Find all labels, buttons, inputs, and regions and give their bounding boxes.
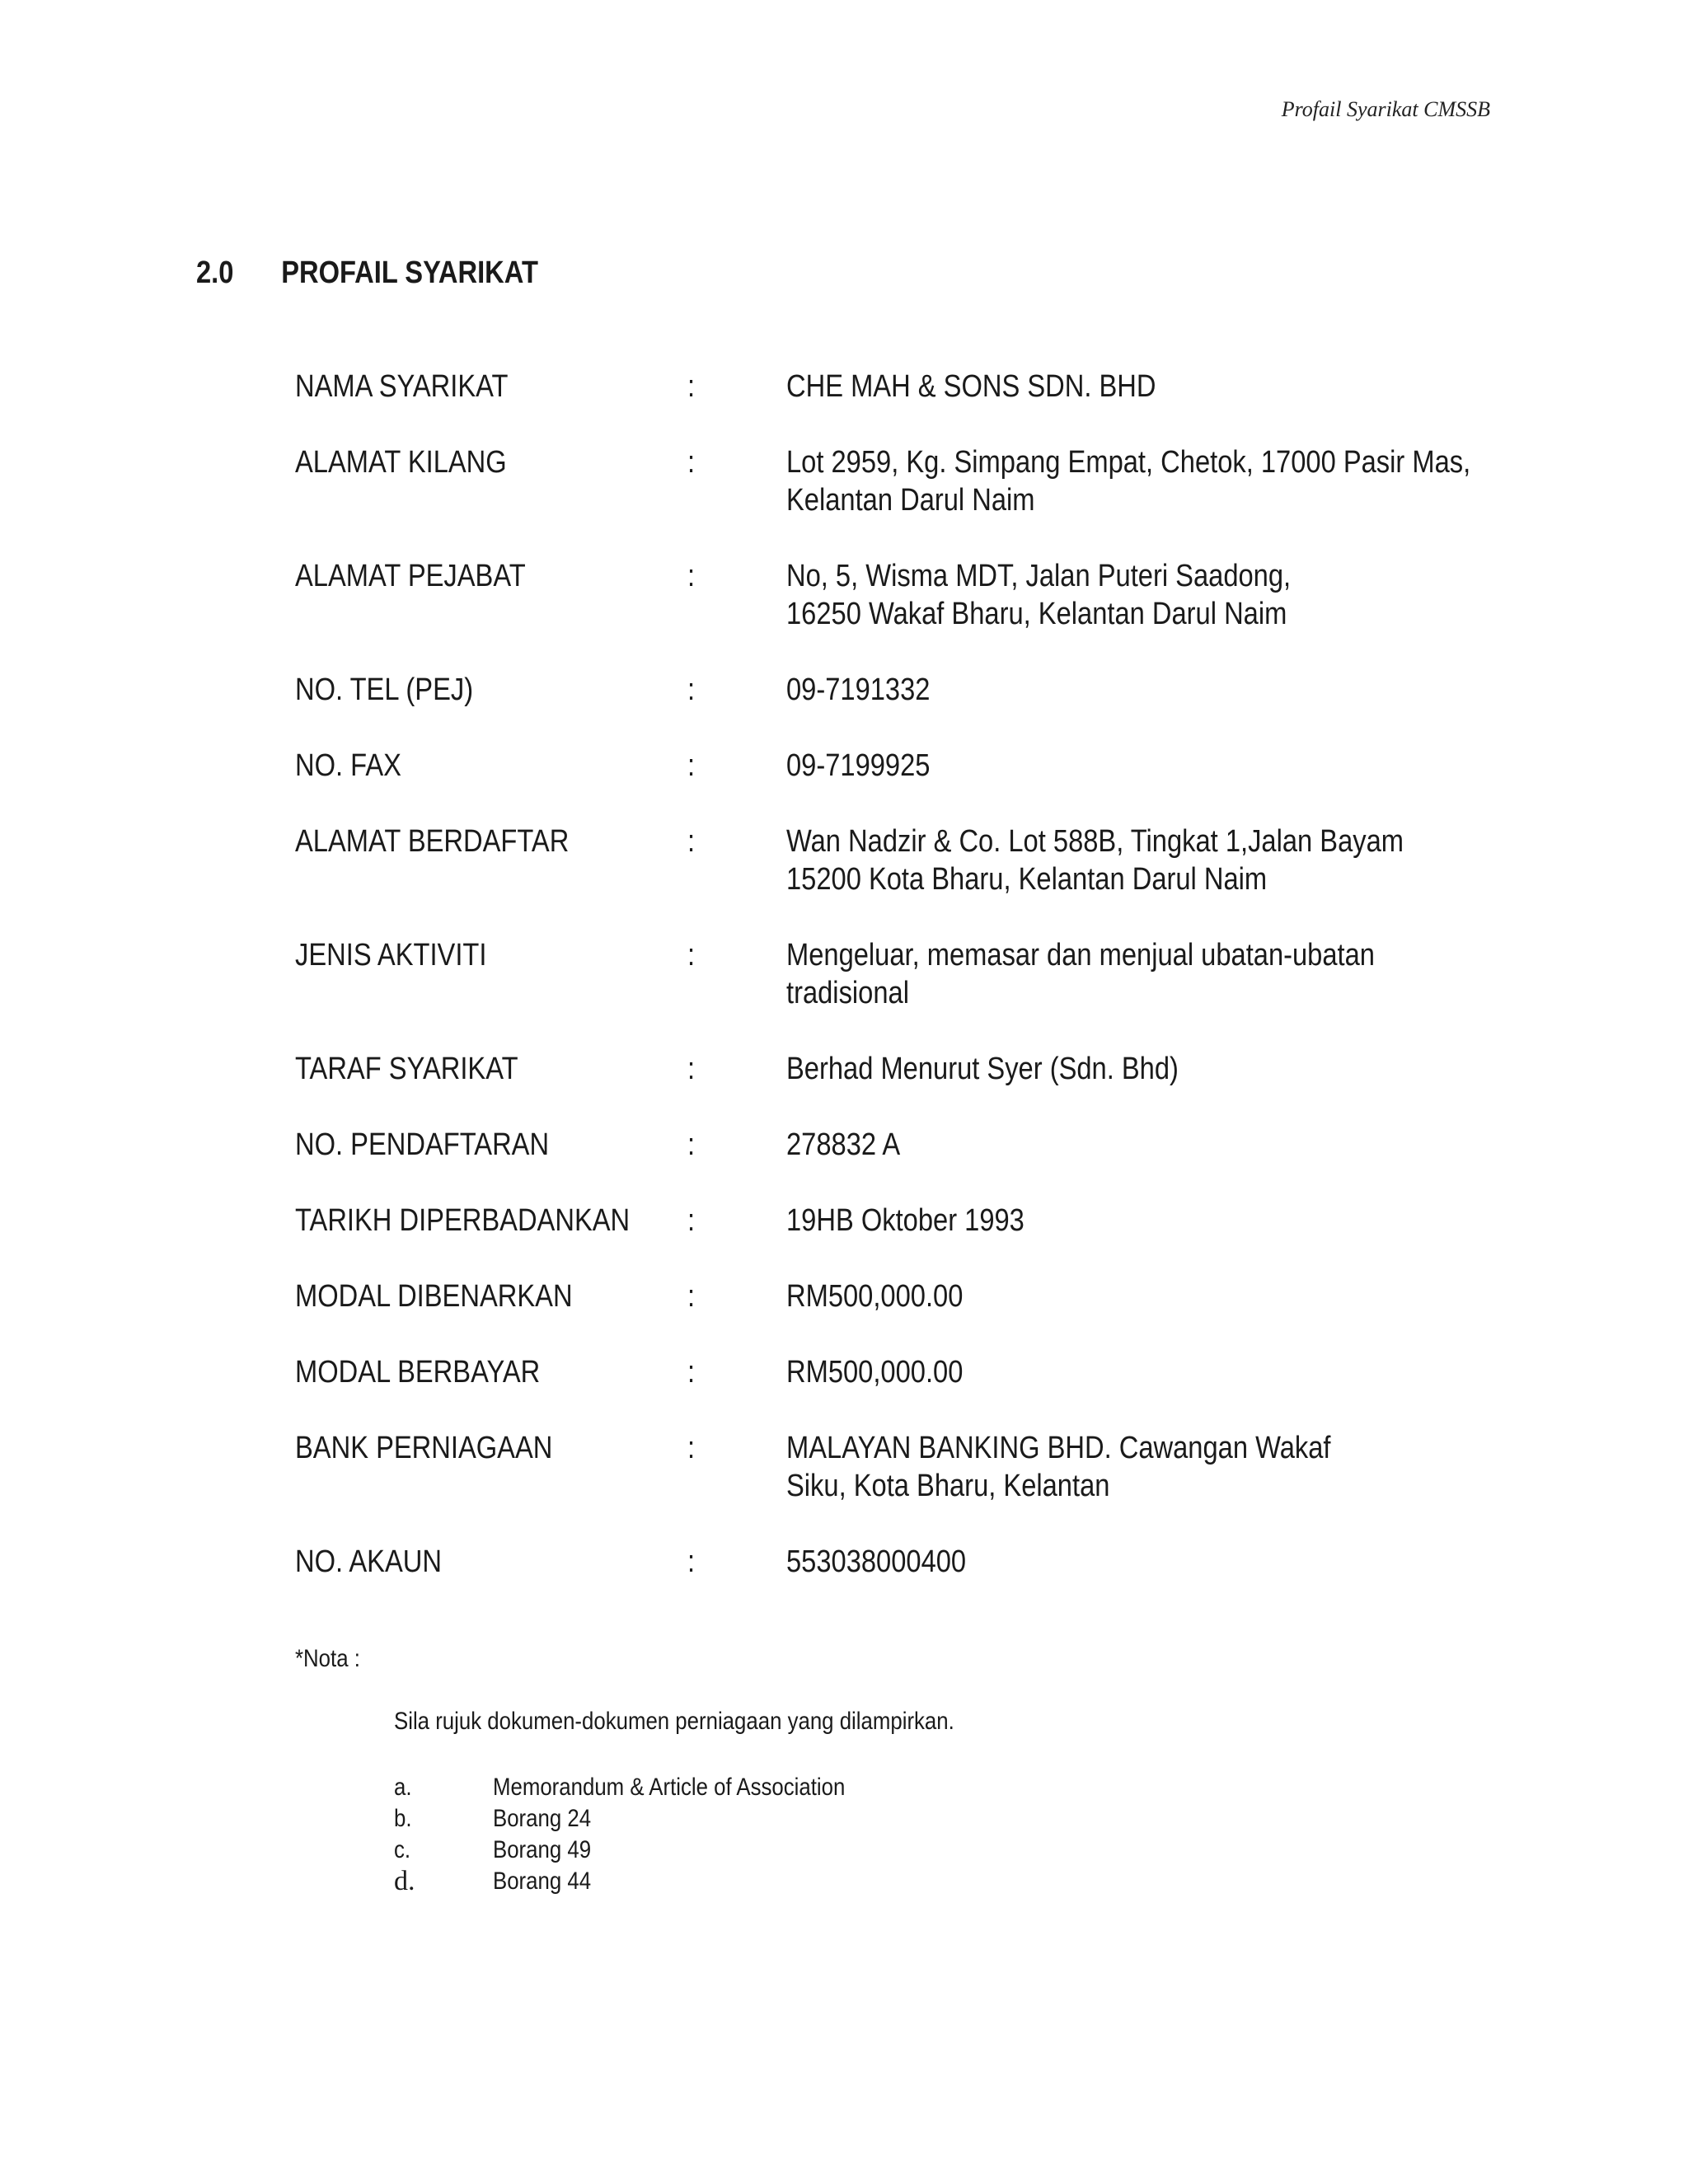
profile-colon: :	[687, 1052, 696, 1086]
profile-row	[295, 823, 1515, 898]
profile-value	[786, 557, 1515, 633]
profile-row	[295, 1353, 1515, 1391]
profile-colon: :	[687, 938, 696, 972]
profile-value-line: RM500,000.00	[786, 1279, 964, 1314]
profile-label: NO. AKAUN	[295, 1544, 442, 1579]
profile-row	[295, 368, 1515, 405]
profile-row	[295, 1277, 1515, 1315]
profile-value	[786, 1429, 1515, 1505]
profile-label: MODAL DIBENARKAN	[295, 1279, 573, 1314]
profile-value-line: tradisional	[786, 976, 909, 1010]
profile-row	[295, 1429, 1515, 1505]
document-name: Memorandum & Article of Association	[493, 1774, 846, 1801]
profile-label: NAMA SYARIKAT	[295, 369, 509, 404]
profile-row	[295, 1126, 1515, 1164]
note-text: Sila rujuk dokumen-dokumen perniagaan yang dilampirkan.	[394, 1708, 954, 1735]
profile-colon: :	[687, 445, 696, 480]
profile-value-line: Lot 2959, Kg. Simpang Empat, Chetok, 17000 Pasir Mas,	[786, 445, 1471, 480]
profile-label: NO. FAX	[295, 748, 401, 783]
document-list-item	[394, 1772, 903, 1803]
profile-value-line: 09-7199925	[786, 748, 931, 783]
profile-colon: :	[687, 1279, 696, 1314]
profile-value-line: 09-7191332	[786, 673, 931, 707]
document-marker: d.	[394, 1866, 415, 1896]
profile-value-line: 19HB Oktober 1993	[786, 1203, 1025, 1238]
profile-value	[786, 1202, 1515, 1240]
profile-label: NO. TEL (PEJ)	[295, 673, 474, 707]
profile-value-line: 553038000400	[786, 1544, 967, 1579]
profile-row	[295, 443, 1515, 519]
profile-colon: :	[687, 1355, 696, 1390]
profile-row	[295, 1543, 1515, 1581]
company-profile-table	[295, 368, 1515, 1619]
profile-value-line: Mengeluar, memasar dan menjual ubatan-ubatan	[786, 938, 1375, 972]
profile-colon: :	[687, 824, 696, 859]
profile-value	[786, 1543, 1515, 1581]
document-marker: c.	[394, 1836, 411, 1863]
document-marker: b.	[394, 1805, 412, 1832]
profile-value-line: 16250 Wakaf Bharu, Kelantan Darul Naim	[786, 597, 1287, 631]
profile-value-line: Wan Nadzir & Co. Lot 588B, Tingkat 1,Jalan Bayam	[786, 824, 1404, 859]
document-list-item	[394, 1803, 903, 1835]
profile-colon: :	[687, 1127, 696, 1162]
profile-colon: :	[687, 559, 696, 593]
profile-label: ALAMAT PEJABAT	[295, 559, 526, 593]
profile-value	[786, 443, 1582, 519]
document-name: Borang 49	[493, 1836, 592, 1863]
profile-label: ALAMAT BERDAFTAR	[295, 824, 570, 859]
profile-colon: :	[687, 748, 696, 783]
profile-value-line: CHE MAH & SONS SDN. BHD	[786, 369, 1156, 404]
profile-colon: :	[687, 673, 696, 707]
document-list-item	[394, 1835, 903, 1866]
profile-colon: :	[687, 369, 696, 404]
profile-value	[786, 747, 1515, 785]
profile-label: JENIS AKTIVITI	[295, 938, 487, 972]
profile-label: TARIKH DIPERBADANKAN	[295, 1203, 631, 1238]
document-name: Borang 44	[493, 1868, 592, 1895]
profile-colon: :	[687, 1431, 696, 1465]
section-heading	[196, 255, 538, 291]
profile-label: TARAF SYARIKAT	[295, 1052, 518, 1086]
document-list-item	[394, 1866, 903, 1897]
profile-value-line: Berhad Menurut Syer (Sdn. Bhd)	[786, 1052, 1179, 1086]
profile-value	[786, 1050, 1515, 1088]
running-header: Profail Syarikat CMSSB	[1281, 97, 1490, 121]
profile-value-line: 278832 A	[786, 1127, 901, 1162]
profile-value-line: Siku, Kota Bharu, Kelantan	[786, 1469, 1110, 1503]
profile-label: NO. PENDAFTARAN	[295, 1127, 550, 1162]
document-marker: a.	[394, 1774, 412, 1801]
profile-value	[786, 1353, 1515, 1391]
profile-label: ALAMAT KILANG	[295, 445, 507, 480]
profile-row	[295, 1202, 1515, 1240]
profile-value-line: No, 5, Wisma MDT, Jalan Puteri Saadong,	[786, 559, 1292, 593]
profile-row	[295, 747, 1515, 785]
profile-value	[786, 1126, 1515, 1164]
profile-value	[786, 936, 1515, 1012]
note-label: *Nota :	[295, 1645, 360, 1672]
profile-value	[786, 823, 1515, 898]
profile-value	[786, 1277, 1515, 1315]
section-title: PROFAIL SYARIKAT	[281, 255, 538, 290]
document-list	[394, 1772, 903, 1897]
profile-value	[786, 671, 1515, 709]
profile-value-line: Kelantan Darul Naim	[786, 483, 1035, 518]
profile-value-line: RM500,000.00	[786, 1355, 964, 1390]
profile-colon: :	[687, 1203, 696, 1238]
document-name: Borang 24	[493, 1805, 592, 1832]
profile-row	[295, 936, 1515, 1012]
profile-value-line: MALAYAN BANKING BHD. Cawangan Wakaf	[786, 1431, 1331, 1465]
profile-value-line: 15200 Kota Bharu, Kelantan Darul Naim	[786, 862, 1268, 897]
profile-colon: :	[687, 1544, 696, 1579]
profile-row	[295, 1050, 1515, 1088]
profile-label: BANK PERNIAGAAN	[295, 1431, 553, 1465]
profile-label: MODAL BERBAYAR	[295, 1355, 541, 1390]
profile-row	[295, 557, 1515, 633]
profile-value	[786, 368, 1515, 405]
profile-row	[295, 671, 1515, 709]
section-number: 2.0	[196, 255, 234, 290]
